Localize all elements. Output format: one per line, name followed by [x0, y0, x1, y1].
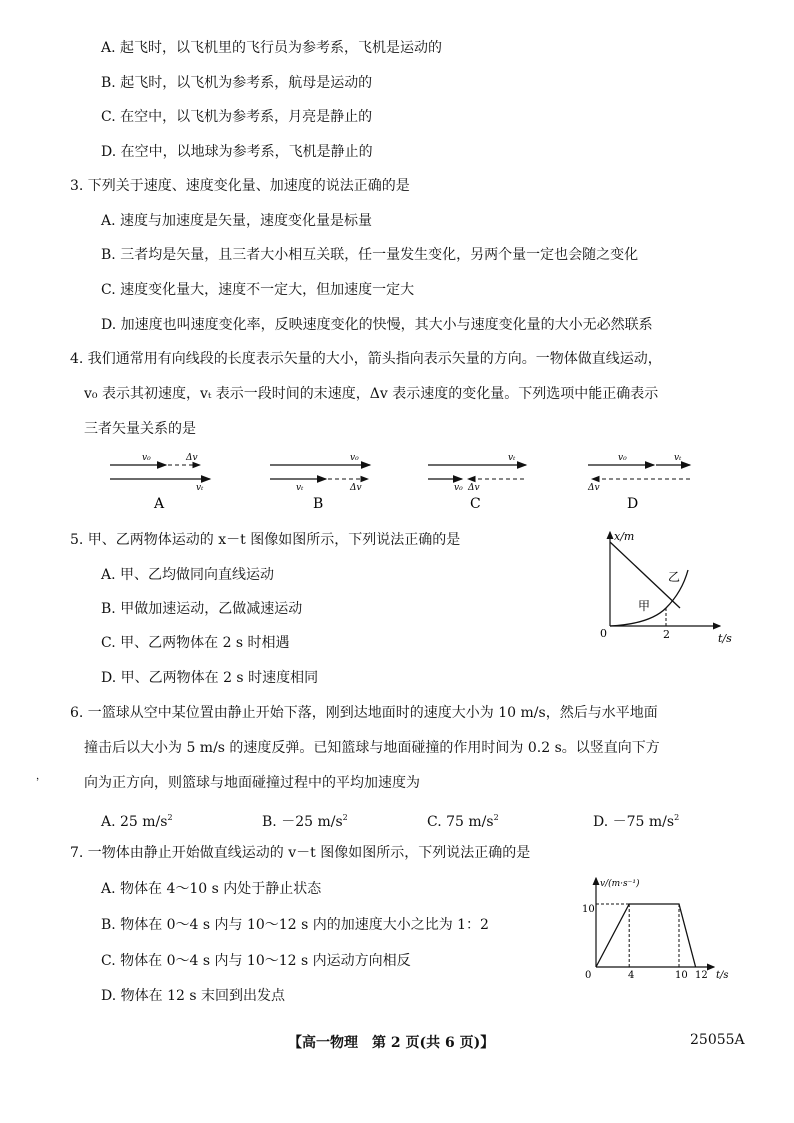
footer-title: 【高一物理 第 2 页(共 6 页)】 [288, 1035, 495, 1051]
q7-y-label: v/(m·s⁻¹) [600, 879, 640, 889]
q2-option-d: D. 在空中，以地球为参考系，飞机是静止的 [101, 144, 373, 160]
q6-stem-line3: 向为正方向，则篮球与地面碰撞过程中的平均加速度为 [84, 775, 420, 791]
q3-option-a: A. 速度与加速度是矢量，速度变化量是标量 [101, 213, 373, 229]
q4-d-vt: vₜ [674, 453, 682, 463]
q6-option-a-text: A. 25 m/s [101, 814, 168, 830]
q7-origin: 0 [585, 970, 592, 981]
q4-vector-figures [100, 448, 720, 518]
q4-label-d: D [627, 496, 639, 512]
q6-option-b-sup: 2 [342, 813, 348, 822]
q5-y-label: x/m [614, 530, 635, 543]
q5-option-b: B. 甲做加速运动，乙做减速运动 [101, 601, 303, 617]
q4-d-dv: Δv [588, 483, 600, 493]
q6-option-d-text: D. －75 m/s [593, 814, 675, 830]
q7-x-tick-4: 4 [628, 970, 635, 981]
q5-origin: 0 [600, 627, 607, 640]
q6-option-c [427, 809, 499, 831]
q6-stem-line2: 撞击后以大小为 5 m/s 的速度反弹。已知篮球与地面碰撞的作用时间为 0.2 s。以竖直向下方 [84, 740, 660, 756]
q4-label-b: B [313, 496, 324, 512]
q4-figure-b [270, 453, 370, 512]
q7-x-tick-12: 12 [695, 970, 708, 981]
q7-y-tick-10: 10 [582, 904, 595, 915]
q4-stem-line3: 三者矢量关系的是 [84, 421, 196, 437]
q5-x-tick: 2 [663, 628, 670, 641]
q5-label-yi: 乙 [668, 570, 681, 584]
q3-option-d: D. 加速度也叫速度变化率，反映速度变化的快慢，其大小与速度变化量的大小无必然联系 [101, 317, 653, 333]
q4-b-v0: v₀ [350, 453, 359, 463]
q6-option-c-text: C. 75 m/s [427, 814, 494, 830]
footer-code: 25055A [690, 1032, 745, 1048]
q4-c-v0: v₀ [454, 483, 463, 493]
q2-option-c: C. 在空中，以飞机为参考系，月亮是静止的 [101, 109, 373, 125]
q7-option-c: C. 物体在 0～4 s 内与 10～12 s 内运动方向相反 [101, 953, 411, 969]
q4-a-v0: v₀ [142, 453, 151, 463]
q7-vt-graph [582, 874, 742, 984]
q5-option-a: A. 甲、乙均做同向直线运动 [101, 567, 275, 583]
q4-stem-line1: 4. 我们通常用有向线段的长度表示矢量的大小，箭头指向表示矢量的方向。一物体做直线运动， [70, 351, 662, 367]
q4-c-vt: vₜ [508, 453, 516, 463]
q6-option-b [262, 809, 348, 831]
q4-figure-a [110, 453, 210, 512]
q4-b-vt: vₜ [296, 483, 304, 493]
q4-figure-d [587, 453, 690, 512]
q4-a-vt: vₜ [196, 483, 204, 493]
q7-option-b: B. 物体在 0～4 s 内与 10～12 s 内的加速度大小之比为 1：2 [101, 917, 489, 933]
q6-option-a [101, 809, 173, 831]
q4-stem-line2: v₀ 表示其初速度，vₜ 表示一段时间的末速度，Δv 表示速度的变化量。下列选项中能正确表示 [84, 386, 659, 402]
q4-label-a: A [154, 496, 165, 512]
q5-label-jia: 甲 [638, 599, 651, 613]
q7-x-tick-10: 10 [675, 970, 688, 981]
q4-d-v0: v₀ [618, 453, 627, 463]
q6-option-d [593, 809, 679, 831]
q3-option-b: B. 三者均是矢量，且三者大小相互关联，任一量发生变化，另两个量一定也会随之变化 [101, 247, 639, 263]
q4-a-dv: Δv [186, 453, 198, 463]
q6-option-c-sup: 2 [493, 813, 499, 822]
q4-figure-c [428, 453, 526, 512]
q7-x-label: t/s [716, 970, 729, 981]
q7-option-d: D. 物体在 12 s 末回到出发点 [101, 988, 285, 1004]
q5-x-label: t/s [718, 632, 732, 644]
q3-stem: 3. 下列关于速度、速度变化量、加速度的说法正确的是 [70, 178, 410, 194]
q6-stem-line1: 6. 一篮球从空中某位置由静止开始下落，刚到达地面时的速度大小为 10 m/s，然后与水平地面 [70, 705, 658, 721]
q5-xt-graph [590, 526, 740, 644]
q5-stem: 5. 甲、乙两物体运动的 x－t 图像如图所示，下列说法正确的是 [70, 532, 461, 548]
q3-option-c: C. 速度变化量大，速度不一定大，但加速度一定大 [101, 282, 415, 298]
q6-option-d-sup: 2 [674, 813, 680, 822]
q4-label-c: C [470, 496, 481, 512]
q2-option-b: B. 起飞时，以飞机为参考系，航母是运动的 [101, 75, 373, 91]
q6-option-b-text: B. －25 m/s [262, 814, 343, 830]
q7-stem: 7. 一物体由静止开始做直线运动的 v－t 图像如图所示，下列说法正确的是 [70, 845, 531, 861]
q7-vt-line [596, 904, 696, 967]
q4-c-dv: Δv [468, 483, 480, 493]
q5-option-d: D. 甲、乙两物体在 2 s 时速度相同 [101, 670, 319, 686]
q7-option-a: A. 物体在 4～10 s 内处于静止状态 [101, 881, 322, 897]
q5-option-c: C. 甲、乙两物体在 2 s 时相遇 [101, 635, 290, 651]
margin-mark: ， [36, 771, 46, 782]
q2-option-a: A. 起飞时，以飞机里的飞行员为参考系，飞机是运动的 [101, 40, 443, 56]
q6-option-a-sup: 2 [167, 813, 173, 822]
q4-b-dv: Δv [350, 483, 362, 493]
